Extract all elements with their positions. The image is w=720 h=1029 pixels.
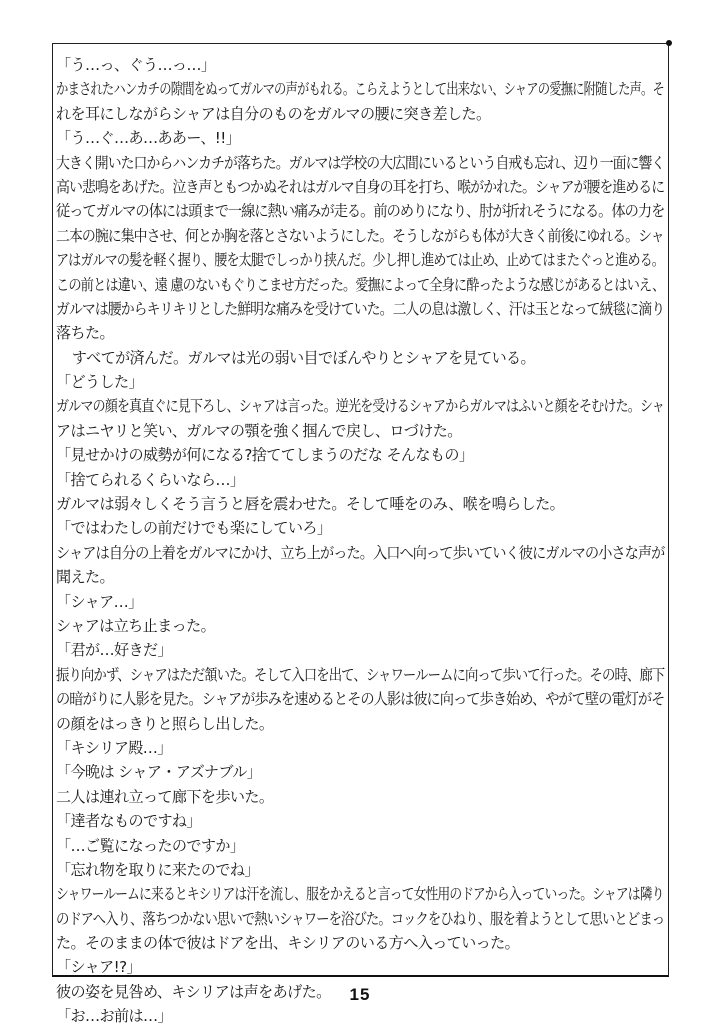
narration-line: 落ちた。 (56, 324, 114, 343)
narration-line: 振り向かず、シャアはただ頷いた。そして入口を出て、シャワールームに向って歩いて行った。その時、廊下 (56, 665, 665, 684)
dialogue-line: 「どうした」 (56, 373, 143, 392)
dialogue-line: 「お…お前は…」 (56, 1007, 172, 1026)
narration-line: シャアは自分の上着をガルマにかけ、立ち上がった。入口へ向って歩いていく彼にガルマの小さな声が (56, 543, 665, 562)
dialogue-line: 「捨てられるくらいなら…」 (56, 470, 245, 489)
narration-line: れを耳にしながらシャアは自分のものをガルマの腰に突き差した。 (56, 104, 491, 123)
narration-line: 聞えた。 (56, 568, 114, 587)
narration-line: 従ってガルマの体には頭まで一線に熱い痛みが走る。前のめりになり、肘が折れそうになる。体の力を (56, 202, 665, 221)
narration-line: ガルマは弱々しくそう言うと唇を震わせた。そして唾をのみ、喉を鳴らした。 (56, 495, 565, 514)
dialogue-line: 「キシリア殿…」 (56, 738, 172, 757)
dialogue-line: 「忘れ物を取りに来たのでね」 (56, 860, 259, 879)
narration-line: の暗がりに人影を見た。シャアが歩みを速めるとその人影は彼に向って歩き始め、やがて壁の電灯がそ (56, 690, 665, 709)
narration-line: 高い悲鳴をあげた。泣き声ともつかぬそれはガルマ自身の耳を打ち、喉がかれた。シャアが腰を進めるに (56, 177, 665, 196)
dialogue-line: 「シャア!?」 (56, 958, 142, 977)
narration-line: の顔をはっきりと照らし出した。 (56, 714, 274, 733)
narration-line: 彼の姿を見咎め、キシリアは声をあげた。 (56, 982, 331, 1001)
page-number: 15 (349, 985, 371, 1004)
dialogue-line: 「君が…好きだ」 (56, 641, 172, 660)
dialogue-line: 「ではわたしの前だけでも楽にしていろ」 (56, 519, 332, 538)
narration-line: シャワールームに来るとキシリアは汗を流し、服をかえると言って女性用のドアから入っていった。シャアは隣り (56, 885, 664, 904)
dialogue-line: 「シャア…」 (56, 592, 143, 611)
narration-line: すべてが済んだ。ガルマは光の弱い目でぼんやりとシャアを見ている。 (71, 348, 536, 367)
narration-line: 二人は連れ立って廊下を歩いた。 (56, 787, 274, 806)
narration-line: かまされたハンカチの隙間をぬってガルマの声がもれる。こらえようとして出来ない、シャアの愛撫に附随した声。そ (56, 80, 664, 99)
narration-line: アはニヤリと笑い、ガルマの顎を強く掴んで戻し、ロづけた。 (56, 421, 462, 440)
frame-corner-dot (666, 40, 672, 46)
narration-line: た。そのままの体で彼はドアを出、キシリアのいる方へ入っていった。 (56, 934, 520, 953)
narration-line: ガルマの顔を真直ぐに見下ろし、シャアは言った。逆光を受けるシャアからガルマはふいと顔をそむけた。シャ (56, 397, 664, 416)
dialogue-line: 「見せかけの威勢が何になる?捨ててしまうのだな そんなもの」 (56, 446, 474, 465)
dialogue-line: 「う…ぐ…あ…ああー、!!」 (56, 129, 241, 148)
dialogue-line: 「う…っ、ぐう…っ…」 (56, 56, 216, 74)
narration-line: シャアは立ち止まった。 (56, 616, 216, 635)
narration-line: この前とは違い、遠 慮のないもぐりこませ方だった。愛撫によって全身に酔ったような感じがあるとはいえ、 (56, 275, 665, 294)
narration-line: ガルマは腰からキリキリとした鮮明な痛みを受けていた。二人の息は激しく、汗は玉となって絨毯に滴り (56, 299, 665, 318)
dialogue-line: 「今晩は シャア・アズナブル」 (56, 763, 262, 782)
dialogue-line: 「達者なものですね」 (56, 812, 201, 831)
dialogue-line: 「…ご覧になったのですか」 (56, 836, 245, 855)
narration-line: アはガルマの髪を軽く握り、腰を太腿でしっかり挟んだ。少し押し進めては止め、止めてはまたぐっと進める。 (56, 251, 664, 270)
narration-line: 二本の腕に集中させ、何とか胸を落とさないようにした。そうしながらも体が大きく前後にゆれる。シャ (56, 226, 664, 245)
manuscript-text (56, 53, 668, 1029)
narration-line: のドアへ入り、落ちつかない思いで熱いシャワーを浴びた。コックをひねり、服を着ようとして思いとどまっ (56, 909, 665, 928)
narration-line: 大きく開いた口からハンカチが落ちた。ガルマは学校の大広間にいるという自戒も忘れ、辺り一面に響く (56, 153, 665, 172)
